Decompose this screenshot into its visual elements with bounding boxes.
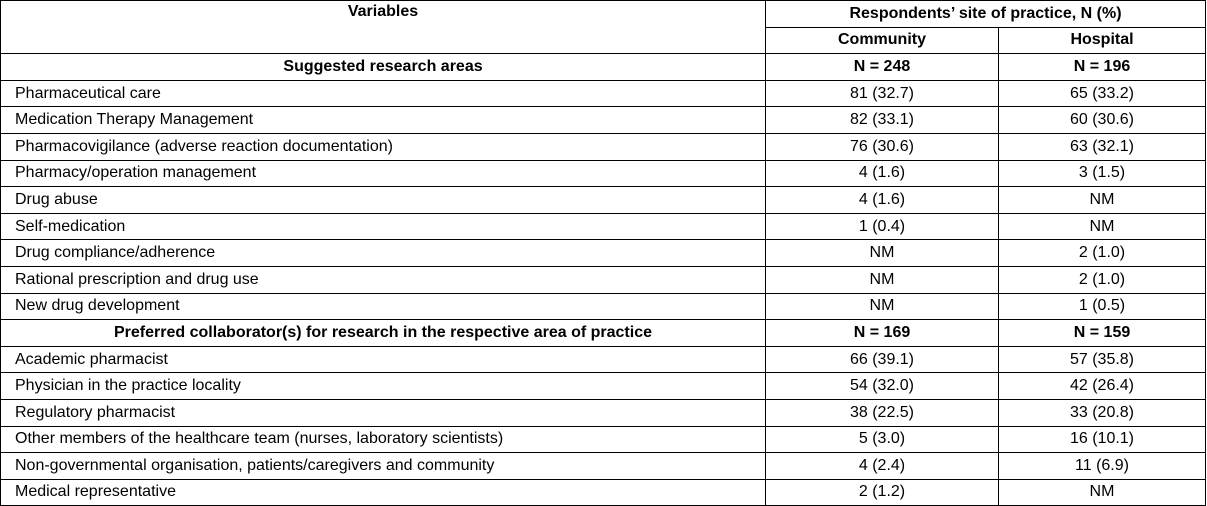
row-label: Physician in the practice locality [1,373,766,400]
header-variables: Variables [1,1,766,54]
table-row [1,213,1206,240]
cell-hospital: NM [999,213,1206,240]
row-label: Drug abuse [1,187,766,214]
section-title: Suggested research areas [1,54,766,81]
row-label: Pharmaceutical care [1,80,766,107]
row-label: Medical representative [1,479,766,506]
section-community-n: N = 248 [766,54,999,81]
row-label: Regulatory pharmacist [1,399,766,426]
cell-community: 5 (3.0) [766,426,999,453]
cell-hospital: 65 (33.2) [999,80,1206,107]
row-label: Non-governmental organisation, patients/caregivers and community [1,453,766,480]
row-label: Other members of the healthcare team (nurses, laboratory scientists) [1,426,766,453]
cell-community: 1 (0.4) [766,213,999,240]
section-title: Preferred collaborator(s) for research in the respective area of practice [1,320,766,347]
table-row [1,399,1206,426]
header-community: Community [766,27,999,54]
cell-community: 4 (1.6) [766,187,999,214]
section-header-row [1,320,1206,347]
cell-hospital: 2 (1.0) [999,240,1206,267]
table-row [1,80,1206,107]
cell-community: NM [766,293,999,320]
header-hospital: Hospital [999,27,1206,54]
table-row [1,133,1206,160]
section-header-row [1,54,1206,81]
cell-hospital: 63 (32.1) [999,133,1206,160]
cell-community: NM [766,240,999,267]
row-label: Self-medication [1,213,766,240]
cell-community: 76 (30.6) [766,133,999,160]
section-community-n: N = 169 [766,320,999,347]
row-label: New drug development [1,293,766,320]
cell-hospital: 33 (20.8) [999,399,1206,426]
table-row [1,266,1206,293]
cell-community: 4 (2.4) [766,453,999,480]
section-hospital-n: N = 196 [999,54,1206,81]
table-row [1,160,1206,187]
cell-hospital: 1 (0.5) [999,293,1206,320]
row-label: Medication Therapy Management [1,107,766,134]
table-row [1,426,1206,453]
table-row [1,479,1206,506]
table-row [1,373,1206,400]
cell-hospital: 42 (26.4) [999,373,1206,400]
cell-community: 81 (32.7) [766,80,999,107]
cell-hospital: 3 (1.5) [999,160,1206,187]
header-site-of-practice: Respondents’ site of practice, N (%) [766,1,1206,28]
row-label: Pharmacovigilance (adverse reaction documentation) [1,133,766,160]
cell-community: 54 (32.0) [766,373,999,400]
row-label: Drug compliance/adherence [1,240,766,267]
row-label: Academic pharmacist [1,346,766,373]
table-row [1,293,1206,320]
section-hospital-n: N = 159 [999,320,1206,347]
table-row [1,346,1206,373]
table-row [1,107,1206,134]
row-label: Rational prescription and drug use [1,266,766,293]
table-row [1,187,1206,214]
cell-hospital: NM [999,187,1206,214]
table-row [1,453,1206,480]
cell-hospital: NM [999,479,1206,506]
table-row [1,240,1206,267]
header-row-1 [1,1,1206,28]
cell-community: 38 (22.5) [766,399,999,426]
row-label: Pharmacy/operation management [1,160,766,187]
cell-hospital: 11 (6.9) [999,453,1206,480]
cell-hospital: 57 (35.8) [999,346,1206,373]
cell-hospital: 60 (30.6) [999,107,1206,134]
cell-hospital: 2 (1.0) [999,266,1206,293]
cell-community: 66 (39.1) [766,346,999,373]
cell-community: 2 (1.2) [766,479,999,506]
cell-community: 82 (33.1) [766,107,999,134]
cell-hospital: 16 (10.1) [999,426,1206,453]
cell-community: 4 (1.6) [766,160,999,187]
cell-community: NM [766,266,999,293]
